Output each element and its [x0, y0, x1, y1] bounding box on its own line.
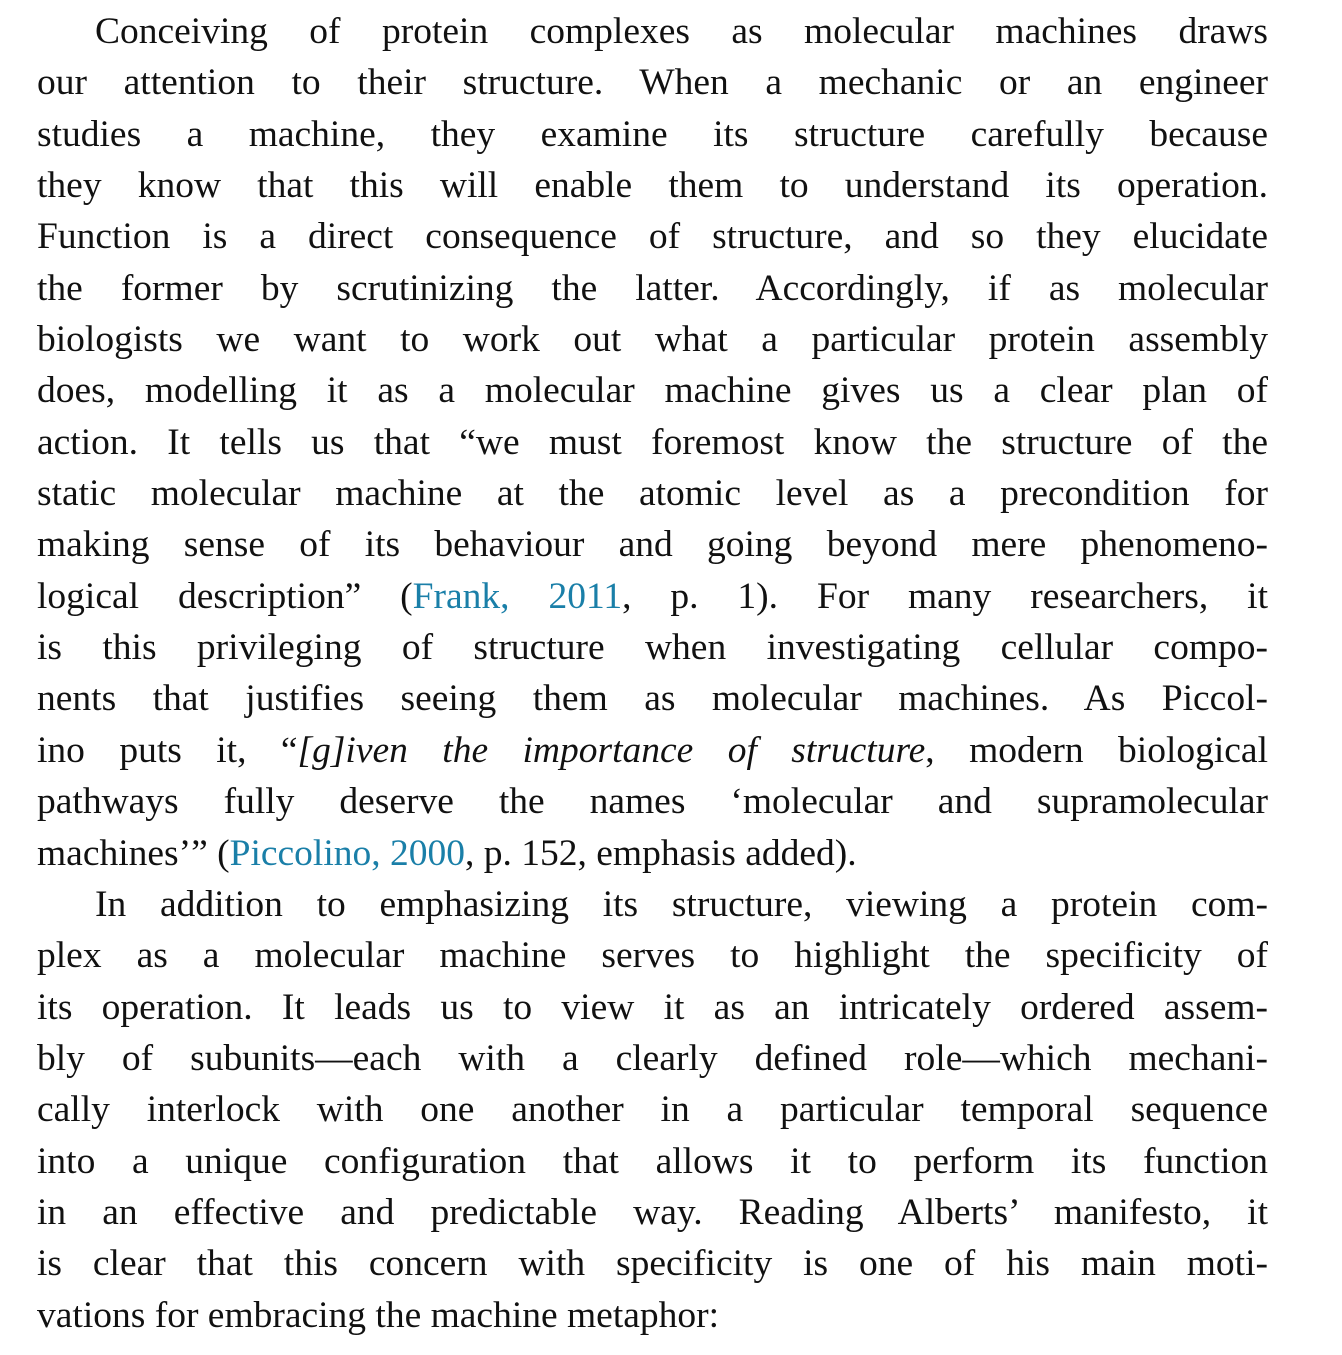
text-run: our attention to their structure. When a mechanic or an engineer [37, 62, 1268, 104]
text-line [37, 622, 1268, 673]
text-run: pathways fully deserve the names ‘molecular and supramolecular [37, 781, 1268, 823]
text-run: does, modelling it as a molecular machine gives us a clear plan of [37, 370, 1268, 412]
text-run: ino puts it, “ [37, 729, 298, 771]
text-line [37, 1187, 1268, 1238]
text-line [37, 571, 1268, 622]
text-line [37, 314, 1268, 365]
text-line [37, 1084, 1268, 1135]
text-run: studies a machine, they examine its structure carefully because [37, 113, 1268, 155]
text-run: nents that justifies seeing them as molecular machines. As Piccol- [37, 678, 1268, 720]
text-line [37, 57, 1268, 108]
text-run: biologists we want to work out what a particular protein assembly [37, 319, 1268, 361]
text-run: plex as a molecular machine serves to highlight the specificity of [37, 935, 1268, 977]
text-line [37, 6, 1268, 57]
text-line [37, 263, 1268, 314]
text-run: into a unique configuration that allows it to perform its function [37, 1140, 1268, 1182]
italic-emphasis: [g]iven the importance of structure [297, 729, 926, 771]
text-line [37, 982, 1268, 1033]
text-run: In addition to emphasizing its structure, viewing a protein com- [95, 883, 1268, 925]
text-run: machines’” ( [37, 832, 230, 874]
article-body [37, 6, 1268, 1341]
text-run: , p. 1). For many researchers, it [622, 575, 1268, 617]
citation-link[interactable]: Piccolino, 2000 [229, 832, 466, 874]
text-run: , modern biological [925, 729, 1268, 771]
text-run: Function is a direct consequence of structure, and so they elucidate [37, 216, 1268, 258]
text-line [37, 109, 1268, 160]
text-line [37, 1290, 1268, 1341]
text-run: , p. 152, emphasis added). [465, 832, 857, 874]
text-line [37, 1238, 1268, 1289]
paragraph [37, 6, 1268, 879]
text-run: its operation. It leads us to view it as an intricately ordered assem- [37, 986, 1268, 1028]
text-line [37, 879, 1268, 930]
text-line [37, 725, 1268, 776]
citation-link[interactable]: Frank, 2011 [412, 575, 623, 617]
text-line [37, 211, 1268, 262]
text-line [37, 828, 1268, 879]
text-line [37, 930, 1268, 981]
paragraph [37, 879, 1268, 1341]
text-run: static molecular machine at the atomic level as a precondition for [37, 473, 1268, 515]
text-line [37, 1136, 1268, 1187]
text-line [37, 1033, 1268, 1084]
text-line [37, 417, 1268, 468]
text-run: the former by scrutinizing the latter. Accordingly, if as molecular [37, 267, 1268, 309]
text-line [37, 519, 1268, 570]
text-run: they know that this will enable them to understand its operation. [37, 165, 1268, 207]
text-line [37, 673, 1268, 724]
text-line [37, 468, 1268, 519]
text-run: is clear that this concern with specificity is one of his main moti- [37, 1243, 1268, 1285]
text-run: is this privileging of structure when investigating cellular compo- [37, 627, 1268, 669]
text-run: vations for embracing the machine metaphor: [37, 1294, 720, 1336]
text-run: in an effective and predictable way. Reading Alberts’ manifesto, it [37, 1191, 1268, 1233]
text-run: action. It tells us that “we must foremost know the structure of the [37, 421, 1268, 463]
text-run: making sense of its behaviour and going beyond mere phenomeno- [37, 524, 1268, 566]
text-run: logical description” ( [37, 575, 413, 617]
text-line [37, 776, 1268, 827]
text-line [37, 160, 1268, 211]
text-run: bly of subunits—each with a clearly defined role—which mechani- [37, 1037, 1268, 1079]
text-run: cally interlock with one another in a particular temporal sequence [37, 1089, 1268, 1131]
text-run: Conceiving of protein complexes as molecular machines draws [95, 11, 1268, 52]
text-line [37, 365, 1268, 416]
